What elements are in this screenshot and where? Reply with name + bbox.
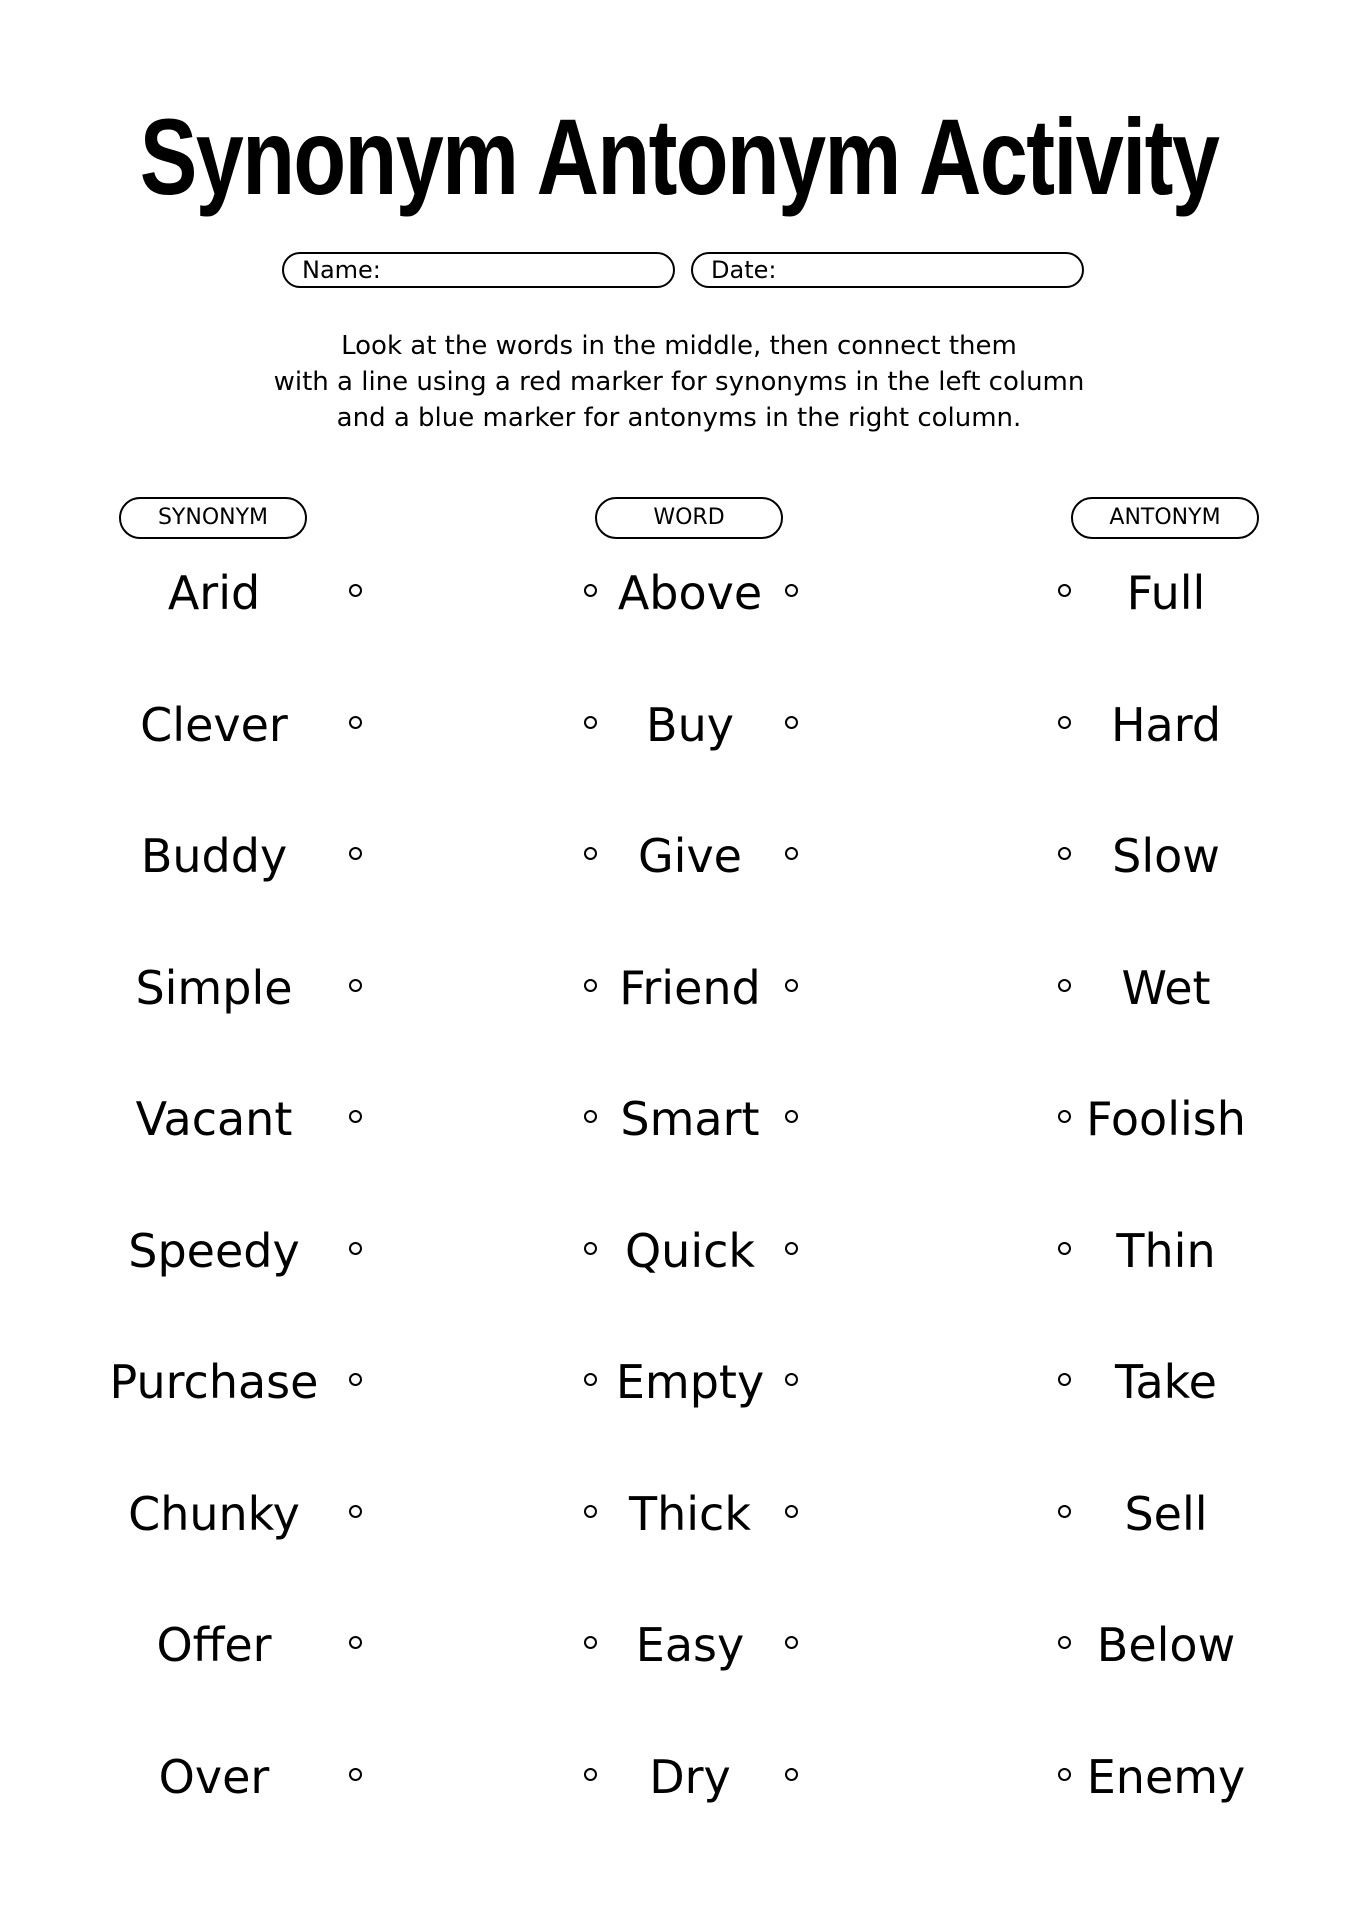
synonym-connector-dot[interactable]	[349, 1110, 362, 1123]
antonym-connector-dot[interactable]	[1058, 1768, 1071, 1781]
antonym-word: Hard	[1110, 697, 1222, 752]
word-connector-dot[interactable]	[584, 1110, 597, 1123]
synonym-word: Buddy	[140, 829, 288, 883]
antonym-connector-dot[interactable]	[1058, 847, 1071, 860]
instruction-line: and a blue marker for antonyms in the right column.	[336, 403, 1022, 433]
word-connector-dot[interactable]	[785, 584, 798, 597]
word-connector-dot[interactable]	[584, 1505, 597, 1518]
antonym-word: Slow	[1112, 829, 1220, 883]
word-word: Smart	[620, 1092, 760, 1146]
word-connector-dot[interactable]	[785, 1110, 798, 1123]
synonym-word: Simple	[135, 960, 293, 1015]
word-connector-dot[interactable]	[785, 1373, 798, 1386]
word-connector-dot[interactable]	[785, 979, 798, 992]
word-connector-dot[interactable]	[785, 1242, 798, 1255]
word-word: Buy	[646, 697, 734, 752]
word-word: Above	[617, 566, 763, 620]
instructions	[179, 328, 1179, 436]
word-connector-dot[interactable]	[584, 1373, 597, 1386]
word-connector-dot[interactable]	[584, 1242, 597, 1255]
synonym-connector-dot[interactable]	[349, 979, 362, 992]
antonym-connector-dot[interactable]	[1058, 1505, 1071, 1518]
word-connector-dot[interactable]	[785, 847, 798, 860]
word-connector-dot[interactable]	[785, 716, 798, 729]
word-connector-dot[interactable]	[785, 1505, 798, 1518]
synonym-connector-dot[interactable]	[349, 584, 362, 597]
word-column-header: WORD	[595, 497, 783, 539]
word-connector-dot[interactable]	[584, 847, 597, 860]
word-word: Friend	[619, 960, 761, 1015]
antonym-word: Sell	[1124, 1486, 1208, 1541]
synonym-word: Purchase	[109, 1355, 319, 1409]
word-word: Give	[638, 829, 742, 883]
synonym-word: Speedy	[128, 1223, 300, 1278]
synonym-word: Chunky	[128, 1486, 300, 1541]
synonym-word: Over	[158, 1749, 270, 1804]
synonym-connector-dot[interactable]	[349, 847, 362, 860]
word-connector-dot[interactable]	[584, 1636, 597, 1649]
synonym-connector-dot[interactable]	[349, 716, 362, 729]
antonym-connector-dot[interactable]	[1058, 979, 1071, 992]
antonym-connector-dot[interactable]	[1058, 1636, 1071, 1649]
date-field[interactable]	[691, 252, 1084, 288]
antonym-connector-dot[interactable]	[1058, 716, 1071, 729]
antonym-column-header: ANTONYM	[1071, 497, 1259, 539]
word-word: Empty	[615, 1355, 765, 1409]
name-field[interactable]	[282, 252, 675, 288]
word-connector-dot[interactable]	[584, 1768, 597, 1781]
name-label: Name:	[302, 256, 381, 284]
page-title: Synonym Antonym Activity	[139, 96, 1219, 217]
word-connector-dot[interactable]	[584, 584, 597, 597]
instruction-line: Look at the words in the middle, then connect them	[341, 331, 1017, 361]
word-connector-dot[interactable]	[785, 1768, 798, 1781]
antonym-word: Wet	[1121, 960, 1211, 1015]
word-word: Easy	[635, 1618, 745, 1672]
word-word: Quick	[624, 1223, 756, 1278]
antonym-word: Below	[1096, 1618, 1236, 1672]
word-connector-dot[interactable]	[584, 716, 597, 729]
synonym-word: Clever	[140, 697, 288, 752]
instruction-line: with a line using a red marker for synonyms in the left column	[273, 367, 1085, 397]
antonym-connector-dot[interactable]	[1058, 584, 1071, 597]
synonym-connector-dot[interactable]	[349, 1373, 362, 1386]
antonym-connector-dot[interactable]	[1058, 1242, 1071, 1255]
synonym-connector-dot[interactable]	[349, 1636, 362, 1649]
synonym-column-header: SYNONYM	[119, 497, 307, 539]
antonym-word: Foolish	[1086, 1092, 1246, 1146]
antonym-word: Take	[1115, 1355, 1217, 1409]
synonym-connector-dot[interactable]	[349, 1768, 362, 1781]
antonym-word: Full	[1126, 566, 1206, 620]
synonym-connector-dot[interactable]	[349, 1505, 362, 1518]
word-connector-dot[interactable]	[584, 979, 597, 992]
synonym-word: Vacant	[135, 1092, 293, 1146]
antonym-connector-dot[interactable]	[1058, 1373, 1071, 1386]
date-label: Date:	[711, 256, 777, 284]
antonym-word: Thin	[1116, 1223, 1216, 1278]
antonym-connector-dot[interactable]	[1058, 1110, 1071, 1123]
synonym-word: Offer	[156, 1618, 272, 1672]
antonym-word: Enemy	[1086, 1749, 1246, 1804]
word-word: Dry	[649, 1749, 731, 1804]
word-word: Thick	[629, 1486, 751, 1541]
word-connector-dot[interactable]	[785, 1636, 798, 1649]
synonym-word: Arid	[167, 566, 261, 620]
synonym-connector-dot[interactable]	[349, 1242, 362, 1255]
